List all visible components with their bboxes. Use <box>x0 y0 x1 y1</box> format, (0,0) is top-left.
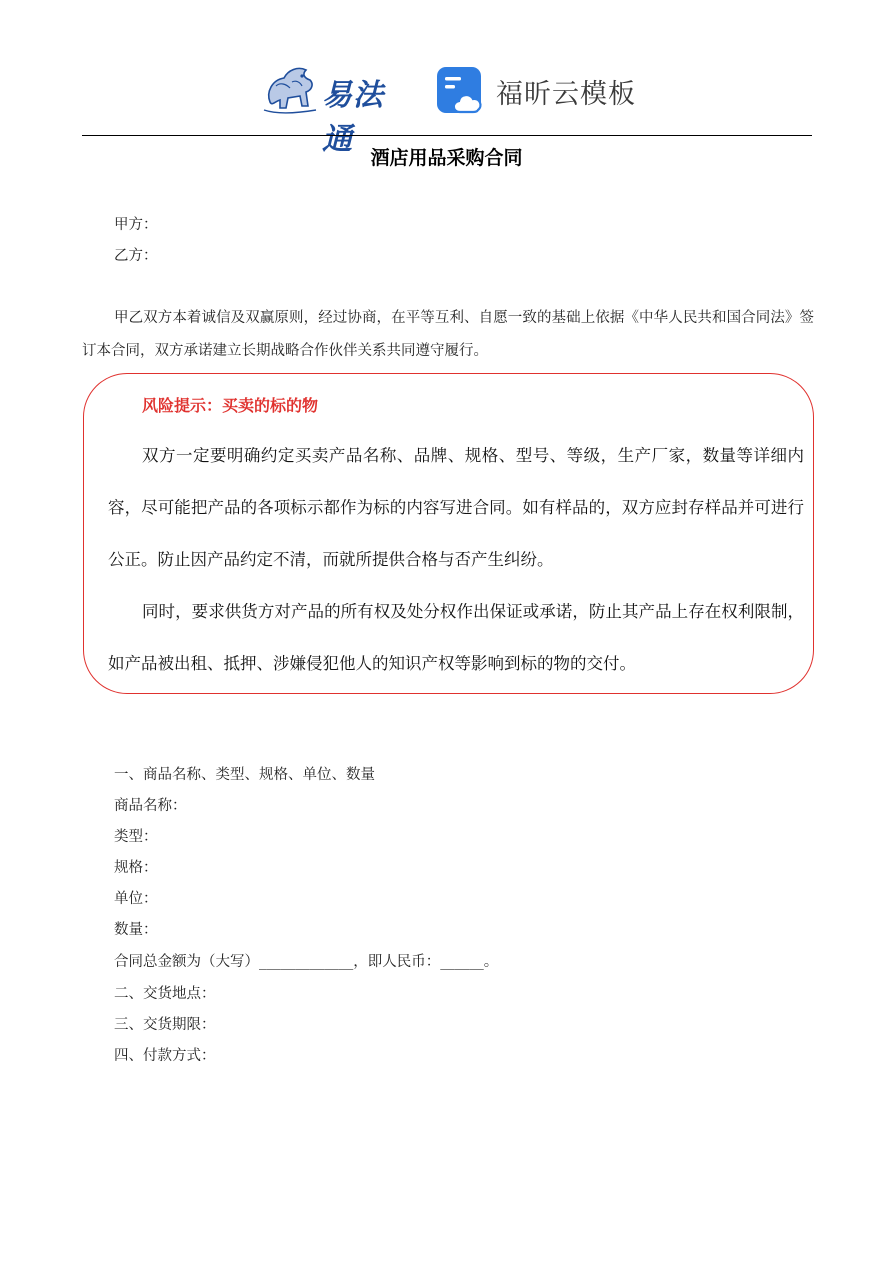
foxit-cloud-icon <box>436 66 486 116</box>
header-divider <box>82 135 812 136</box>
section-1-heading: 一、商品名称、类型、规格、单位、数量 <box>114 767 375 783</box>
risk-paragraph-1: 双方一定要明确约定买卖产品名称、品牌、规格、型号、等级，生产厂家，数量等详细内容，尽可能把产品的各项标示都作为标的内容写进合同。如有样品的，双方应封存样品并可进行公正。防止因产品约定不清，而就所提供合格与否产生纠纷。 <box>108 446 804 569</box>
page-header <box>0 58 893 157</box>
document-title: 酒店用品采购合同 <box>370 147 523 169</box>
qilin-icon <box>262 62 324 120</box>
yifatong-logo <box>262 62 412 157</box>
party-a-line: 甲方： <box>114 217 158 233</box>
risk-notice-title: 风险提示：买卖的标的物 <box>142 396 319 415</box>
product-type-line: 类型： <box>114 829 158 845</box>
product-spec-line: 规格： <box>114 860 158 876</box>
intro-paragraph: 甲乙双方本着诚信及双赢原则，经过协商，在平等互利、自愿一致的基础上依据《中华人民共和国合同法》签订本合同，双方承诺建立长期战略合作伙伴关系共同遵守履行。 <box>82 310 814 359</box>
yifatong-logo-text: 易法通 <box>322 78 384 157</box>
product-name-line: 商品名称： <box>114 798 187 814</box>
total-amount-line: 合同总金额为（大写）_____________，即人民币：______。 <box>114 954 499 970</box>
foxit-template-logo-text: 福昕云模板 <box>496 79 636 110</box>
section-2-delivery-place: 二、交货地点： <box>114 986 216 1002</box>
section-3-delivery-period: 三、交货期限： <box>114 1017 216 1033</box>
party-b-line: 乙方： <box>114 248 158 264</box>
product-qty-line: 数量： <box>114 922 158 938</box>
section-4-payment-method: 四、付款方式： <box>114 1048 216 1064</box>
risk-paragraph-2: 同时，要求供货方对产品的所有权及处分权作出保证或承诺，防止其产品上存在权利限制，如产品被出租、抵押、涉嫌侵犯他人的知识产权等影响到标的物的交付。 <box>108 602 804 673</box>
product-unit-line: 单位： <box>114 891 158 907</box>
